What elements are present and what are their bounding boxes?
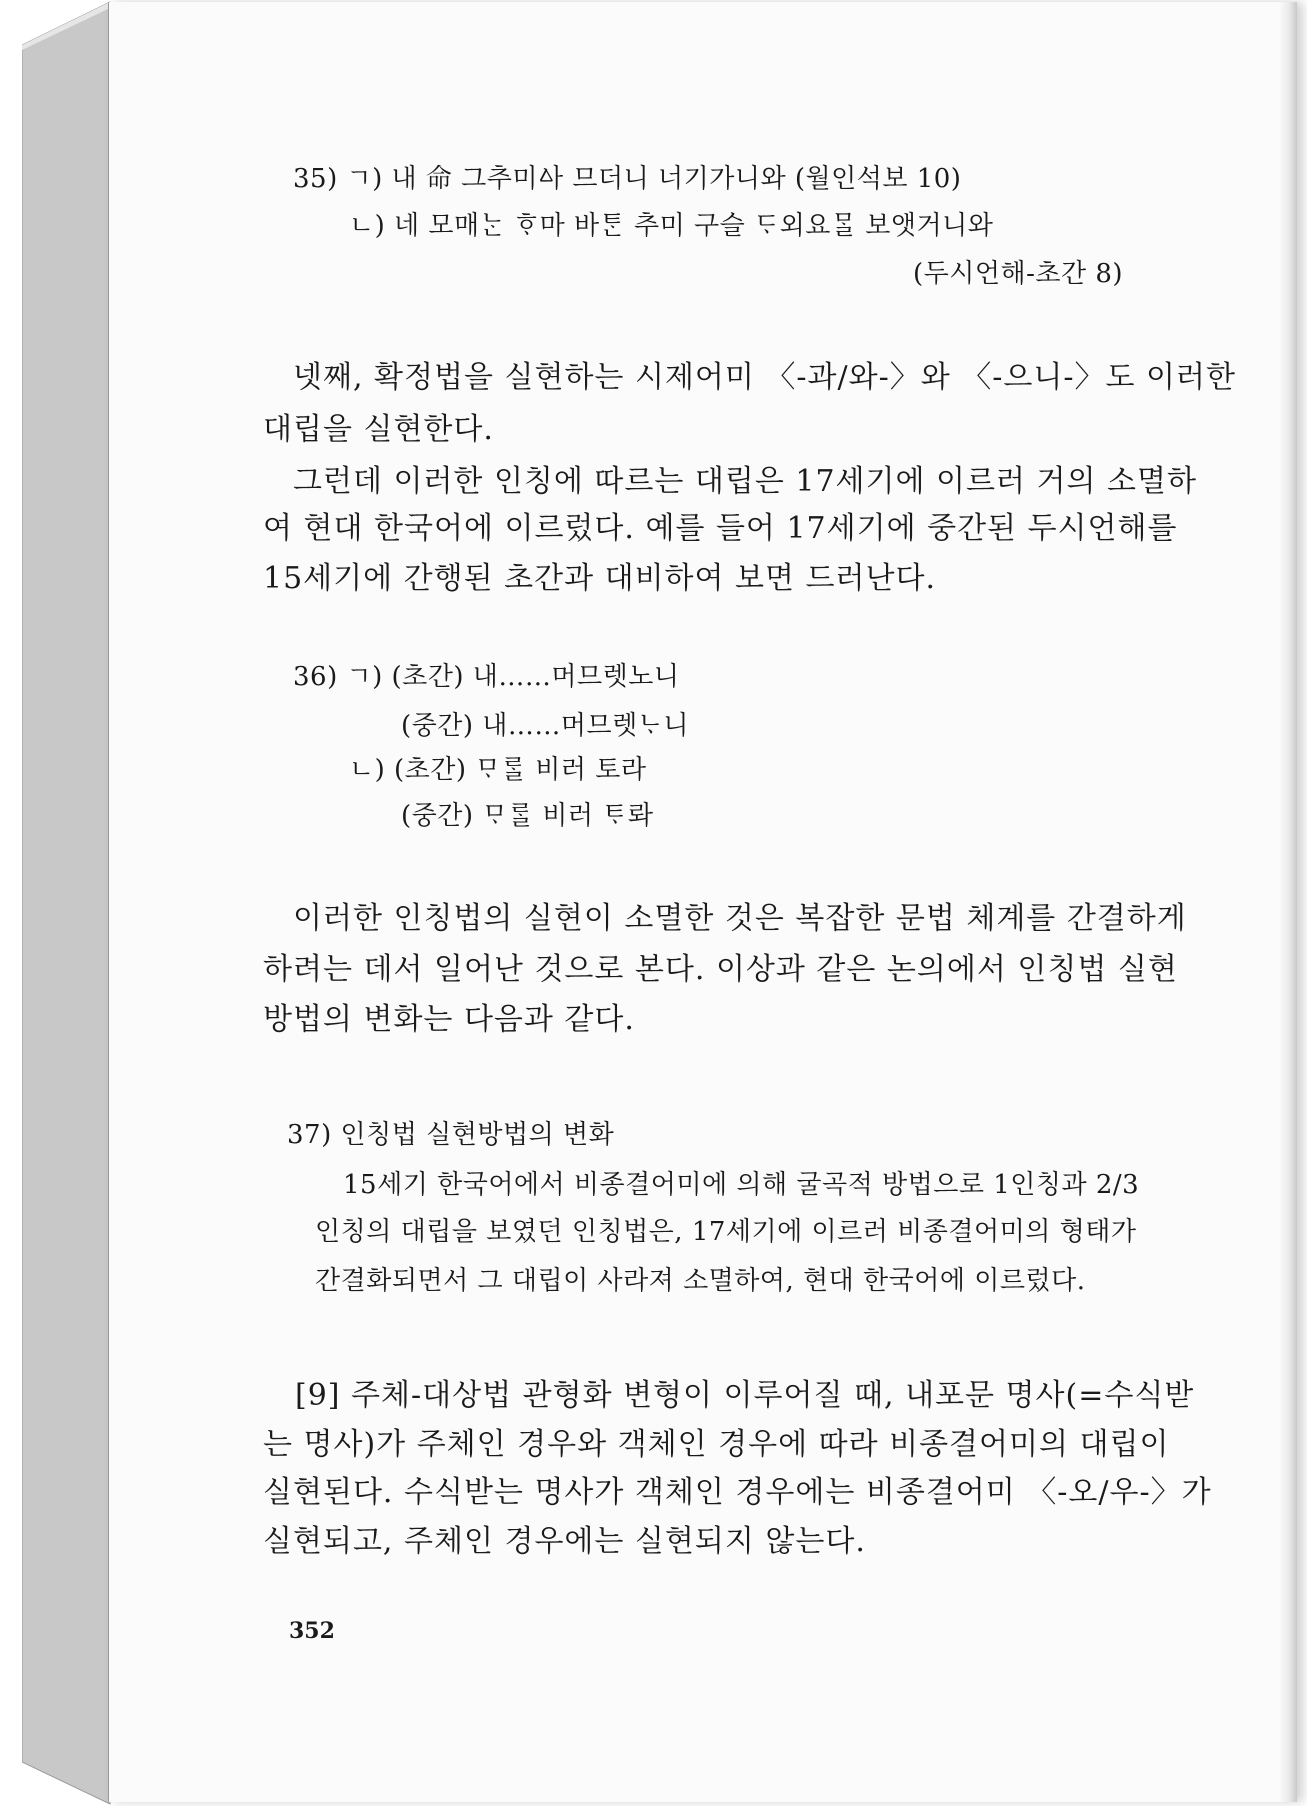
example-36-line-1: 36) ㄱ) (초간) 내……머므렛노니 xyxy=(293,662,680,692)
paragraph-4-line-3: 실현된다. 수식받는 명사가 객체인 경우에는 비종결어미 〈-오/우-〉가 xyxy=(263,1475,1212,1510)
paragraph-2-line-1: 그런데 이러한 인칭에 따르는 대립은 17세기에 이르러 거의 소멸하 xyxy=(293,464,1197,499)
page-edge-shadow xyxy=(1279,2,1297,1802)
example-35-line-1: 35) ㄱ) 내 命 그추미ᅀᅡ 므더니 너기가니와 (월인석보 10) xyxy=(293,164,962,194)
example-36-line-2: (중간) 내……머므렛ᄂᆞ니 xyxy=(401,711,689,741)
example-37-line-3: 간결화되면서 그 대립이 사라져 소멸하여, 현대 한국어에 이르렀다. xyxy=(315,1266,1086,1296)
example-35-line-2: ㄴ) 네 모매ᄂᆞᆫ ᄒᆞ마 바ᄐᆞᆫ 추미 구슬 ᄃᆞ외요ᄆᆞᆯ 보앳거니와 xyxy=(349,211,994,241)
paragraph-4-line-4: 실현되고, 주체인 경우에는 실현되지 않는다. xyxy=(263,1524,866,1559)
paragraph-4-line-2: 는 명사)가 주체인 경우와 객체인 경우에 따라 비종결어미의 대립이 xyxy=(263,1427,1170,1462)
example-37-line-1: 15세기 한국어에서 비종결어미에 의해 굴곡적 방법으로 1인칭과 2/3 xyxy=(343,1170,1140,1200)
example-35-source: (두시언해-초간 8) xyxy=(913,259,1124,289)
example-36-line-3: ㄴ) (초간) ᄆᆞᄅᆞᆯ 비러 토라 xyxy=(349,755,647,785)
paragraph-1-line-1: 넷째, 확정법을 실현하는 시제어미 〈-과/와-〉와 〈-으니-〉도 이러한 xyxy=(293,360,1236,395)
page-number: 352 xyxy=(289,1618,335,1644)
example-36-line-4: (중간) ᄆᆞᄅᆞᆯ 비러 ᄐᆞ롸 xyxy=(401,801,654,831)
paragraph-2-line-2: 여 현대 한국어에 이르렀다. 예를 들어 17세기에 중간된 두시언해를 xyxy=(263,511,1178,546)
paragraph-1-line-2: 대립을 실현한다. xyxy=(263,412,494,447)
paragraph-3-line-3: 방법의 변화는 다음과 같다. xyxy=(263,1002,635,1037)
example-37-title: 37) 인칭법 실현방법의 변화 xyxy=(287,1120,615,1150)
example-37-line-2: 인칭의 대립을 보였던 인칭법은, 17세기에 이르러 비종결어미의 형태가 xyxy=(315,1217,1137,1247)
paragraph-4-line-1: [9] 주체-대상법 관형화 변형이 이루어질 때, 내포문 명사(=수식받 xyxy=(295,1378,1195,1413)
paragraph-2-line-3: 15세기에 간행된 초간과 대비하여 보면 드러난다. xyxy=(263,561,937,596)
book-spine-side xyxy=(22,0,112,1806)
paragraph-3-line-1: 이러한 인칭법의 실현이 소멸한 것은 복잡한 문법 체계를 간결하게 xyxy=(293,901,1187,936)
paragraph-3-line-2: 하려는 데서 일어난 것으로 본다. 이상과 같은 논의에서 인칭법 실현 xyxy=(263,952,1178,987)
